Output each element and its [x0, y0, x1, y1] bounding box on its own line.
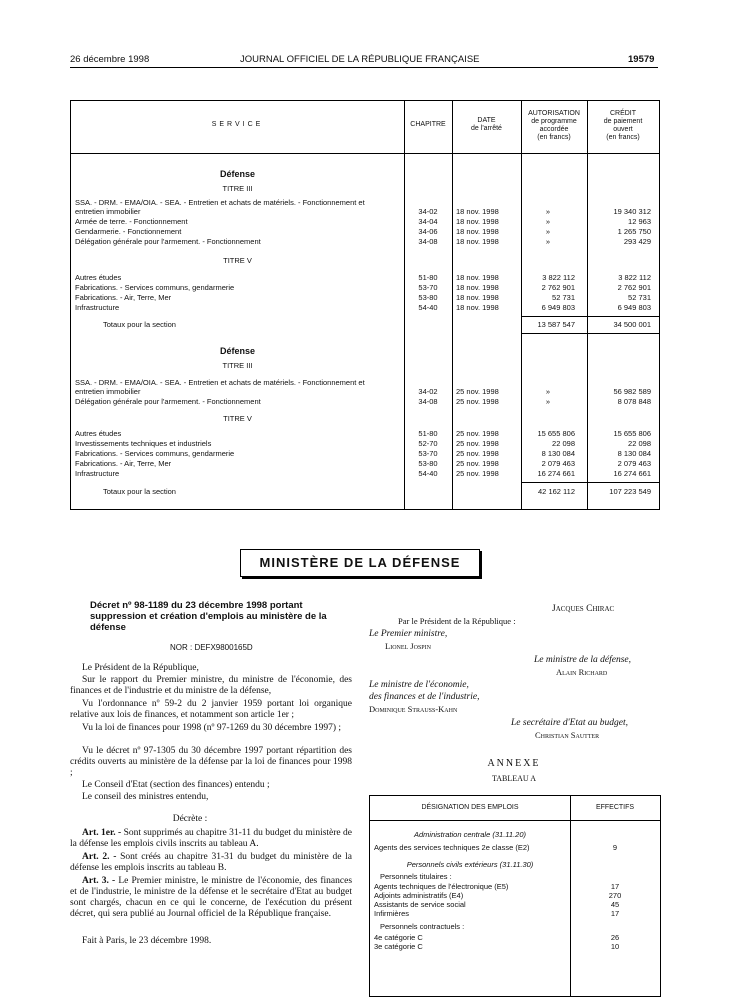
credit-cell: 3 822 112 [618, 273, 651, 282]
ministry-banner: MINISTÈRE DE LA DÉFENSE [240, 549, 480, 577]
service-cell: entretien immobilier [75, 207, 141, 216]
table-row [71, 397, 659, 406]
table-row [71, 387, 659, 396]
table-row [71, 303, 659, 312]
header-page-number: 19579 [628, 54, 655, 65]
credit-cell: 2 762 901 [617, 283, 651, 292]
signature-pm-name: Lionel Jospin [385, 641, 431, 651]
group-label: Personnels civils extérieurs (31.11.30) [406, 860, 534, 869]
credit-cell: 2 079 463 [617, 459, 651, 468]
totals-auth: 42 162 112 [538, 487, 575, 496]
decree-article [70, 876, 352, 920]
auth-cell: » [545, 397, 551, 406]
table-row [71, 439, 659, 448]
chapitre-cell: 53-80 [418, 459, 438, 468]
chapitre-cell: 52-70 [418, 439, 438, 448]
auth-cell: 6 949 803 [541, 303, 575, 312]
decree-paragraph: Le Conseil d'Etat (section des finances) entendu ; [82, 780, 270, 790]
effectif-value: 17 [610, 882, 620, 891]
credit-cell: 6 949 803 [617, 303, 651, 312]
auth-cell: » [545, 227, 551, 236]
table-row [71, 273, 659, 282]
date-cell: 25 nov. 1998 [456, 387, 499, 396]
decree-paragraph: Vu la loi de finances pour 1998 (nº 97-1269 du 30 décembre 1997) ; [82, 723, 342, 733]
annexe-subgroup [370, 922, 660, 931]
table-row [71, 283, 659, 292]
article-label: Art. 2. - [82, 852, 117, 862]
article-text: Sont créés au chapitre 31-31 du budget du ministère de la défense les emplois inscrits au tableau B. [70, 852, 353, 873]
service-line: SSA. - DRM. - EMA/OIA. - SEA. - Entretien et achats de matériels. - Fonctionnement et [75, 198, 365, 207]
signature-budget-title: Le secrétaire d'Etat au budget, [511, 718, 628, 728]
section-title: Défense [219, 169, 255, 179]
annexe-group-header [370, 830, 660, 839]
auth-cell: 2 762 901 [541, 283, 575, 292]
credit-cell: 12 963 [628, 217, 651, 226]
chapitre-cell: 34-02 [418, 387, 438, 396]
credit-cell: 15 655 806 [613, 429, 651, 438]
totals-credit: 34 500 001 [613, 320, 651, 329]
auth-cell: 16 274 661 [537, 469, 575, 478]
section-title: Défense [219, 346, 255, 356]
signature-eco-name: Dominique Strauss-Kahn [369, 704, 458, 714]
service-cell: Fabrications. - Air, Terre, Mer [75, 293, 172, 302]
credit-cell: 8 130 084 [617, 449, 651, 458]
chapitre-cell: 53-70 [418, 449, 438, 458]
emploi-label: Assistants de service social [374, 900, 466, 909]
signature-president: Jacques Chirac [552, 604, 615, 614]
chapitre-cell: 53-70 [418, 283, 438, 292]
auth-cell: » [545, 237, 551, 246]
table-row [370, 882, 660, 891]
date-cell: 18 nov. 1998 [456, 293, 499, 302]
service-cell: Investissements techniques et industriels [75, 439, 212, 448]
table-row [71, 469, 659, 478]
group-label: Administration centrale (31.11.20) [413, 830, 526, 839]
chapitre-cell: 51-80 [418, 429, 438, 438]
emploi-label: Agents des services techniques 2e classe (E2) [374, 843, 530, 852]
annexe-col-header: EFFECTIFS [595, 804, 635, 811]
effectif-value: 45 [610, 900, 620, 909]
service-cell: Fabrications. - Services communs, gendarmerie [75, 283, 235, 292]
auth-cell: 52 731 [552, 293, 575, 302]
auth-cell: 2 079 463 [541, 459, 575, 468]
subgroup-label: Personnels contractuels : [380, 922, 465, 931]
credit-cell: 19 340 312 [613, 207, 651, 216]
titre-heading: TITRE V [223, 414, 252, 423]
service-cell: Fabrications. - Air, Terre, Mer [75, 459, 172, 468]
chapitre-cell: 34-08 [418, 237, 438, 246]
effectif-value: 10 [610, 942, 620, 951]
header-divider [71, 153, 659, 154]
totals-label: Totaux pour la section [103, 320, 176, 329]
emploi-label: 3e catégorie C [374, 942, 423, 951]
totals-row [71, 320, 659, 329]
table-row [71, 293, 659, 302]
titre-heading: TITRE III [222, 184, 253, 193]
date-cell: 18 nov. 1998 [456, 217, 499, 226]
totals-credit: 107 223 549 [609, 487, 651, 496]
signature-eco-title: des finances et de l'industrie, [369, 692, 480, 702]
credit-cell: 1 265 750 [617, 227, 651, 236]
totals-rule [521, 316, 659, 317]
totals-auth: 13 587 547 [537, 320, 575, 329]
service-cell: Délégation générale pour l'armement. - Fonctionnement [75, 237, 261, 246]
decree-nor: NOR : DEFX9800165D [170, 643, 253, 652]
header-date: 26 décembre 1998 [70, 54, 150, 65]
emploi-label: Adjoints administratifs (E4) [374, 891, 464, 900]
totals-label: Totaux pour la section [103, 487, 176, 496]
header-rule [70, 67, 658, 68]
table-row [71, 429, 659, 438]
effectif-value: 26 [610, 933, 620, 942]
decree-decrete: Décrète : [172, 814, 208, 824]
auth-cell: » [545, 387, 551, 396]
service-cell: Autres études [75, 273, 122, 282]
date-cell: 18 nov. 1998 [456, 227, 499, 236]
auth-cell: 22 098 [552, 439, 575, 448]
date-cell: 18 nov. 1998 [456, 207, 499, 216]
header-journal: JOURNAL OFFICIEL DE LA RÉPUBLIQUE FRANÇAISE [240, 54, 480, 65]
decree-article [70, 828, 352, 850]
titre-heading: TITRE III [222, 361, 253, 370]
emploi-label: Infirmières [374, 909, 410, 918]
credit-cell: 8 078 848 [617, 397, 651, 406]
decree-paragraph: Le conseil des ministres entendu, [82, 792, 209, 802]
credit-cell: 16 274 661 [613, 469, 651, 478]
article-text: Le Premier ministre, le ministre de l'économie, des finances et de l'industrie, le ministre de la défense et le secrétaire d'Etat au budget sont chargés, chacun en ce qui le concerne, de l'exécution du présent décret, qui sera publié au Journal officiel de la République française. [70, 876, 353, 919]
annexe-group-header [370, 860, 660, 869]
effectif-value: 17 [610, 909, 620, 918]
table-row [370, 900, 660, 909]
col-header-date: DATE de l'arrêté [471, 117, 502, 132]
signature-defense-title: Le ministre de la défense, [534, 655, 632, 665]
article-text: Sont supprimés au chapitre 31-11 du budget du ministère de la défense les emplois civils inscrits au tableau A. [70, 828, 352, 849]
subgroup-label: Personnels titulaires : [380, 872, 452, 881]
auth-cell: » [545, 207, 551, 216]
annexe-title: ANNEXE [487, 758, 541, 769]
table-row [71, 217, 659, 226]
totals-rule [521, 482, 659, 483]
chapitre-cell: 34-08 [418, 397, 438, 406]
table-row [370, 909, 660, 918]
col-header-service: SERVICE [211, 121, 264, 128]
date-cell: 25 nov. 1998 [456, 449, 499, 458]
header-divider [370, 820, 660, 821]
table-row [71, 207, 659, 216]
auth-cell: » [545, 217, 551, 226]
table-row [71, 237, 659, 246]
effectif-value: 270 [608, 891, 622, 900]
signature-par: Par le Président de la République : [398, 616, 516, 626]
service-cell: Autres études [75, 429, 122, 438]
service-cell: Fabrications. - Services communs, gendarmerie [75, 449, 235, 458]
annexe-subtitle: TABLEAU A [491, 774, 537, 783]
chapitre-cell: 54-40 [418, 303, 438, 312]
signature-defense-name: Alain Richard [556, 667, 608, 677]
decree-paragraph: Vu le décret nº 97-1305 du 30 décembre 1997 portant répartition des crédits ouverts au ministère de la défense par la loi de finances pour 1998 ; [70, 746, 352, 778]
table-row [370, 891, 660, 900]
service-cell: Délégation générale pour l'armement. - Fonctionnement [75, 397, 261, 406]
table-row [71, 227, 659, 236]
emploi-label: 4e catégorie C [374, 933, 423, 942]
col-header-autorisation: AUTORISATION de programme accordée (en francs) [528, 110, 580, 141]
col-header-chapitre: CHAPITRE [410, 121, 446, 128]
chapitre-cell: 34-06 [418, 227, 438, 236]
annexe-table [369, 795, 661, 997]
table-row [370, 843, 660, 852]
decree-article [70, 852, 352, 874]
annexe-subgroup [370, 872, 660, 881]
chapitre-cell: 34-02 [418, 207, 438, 216]
annexe-col-header: DÉSIGNATION DES EMPLOIS [421, 804, 519, 811]
service-cell: Infrastructure [75, 469, 120, 478]
credits-table [70, 100, 660, 510]
date-cell: 25 nov. 1998 [456, 459, 499, 468]
chapitre-cell: 54-40 [418, 469, 438, 478]
article-label: Art. 1er. - [82, 828, 122, 838]
chapitre-cell: 51-80 [418, 273, 438, 282]
auth-cell: 8 130 084 [541, 449, 575, 458]
table-row [370, 933, 660, 942]
date-cell: 18 nov. 1998 [456, 237, 499, 246]
service-cell: Infrastructure [75, 303, 120, 312]
service-cell: Armée de terre. - Fonctionnement [75, 217, 188, 226]
totals-row [71, 487, 659, 496]
effectif-value: 9 [612, 843, 618, 852]
service-cell: Gendarmerie. - Fonctionnement [75, 227, 182, 236]
table-row [71, 449, 659, 458]
date-cell: 25 nov. 1998 [456, 429, 499, 438]
date-cell: 25 nov. 1998 [456, 439, 499, 448]
service-cell: entretien immobilier [75, 387, 141, 396]
decree-title: Décret nº 98-1189 du 23 décembre 1998 portant suppression et création d'emplois au ministère de la défense [90, 600, 327, 633]
col-header-credit: CRÉDIT de paiement ouvert (en francs) [603, 110, 643, 141]
signature-budget-name: Christian Sautter [535, 730, 600, 740]
signature-eco-title: Le ministre de l'économie, [369, 680, 469, 690]
article-label: Art. 3. - [82, 876, 116, 886]
date-cell: 18 nov. 1998 [456, 283, 499, 292]
totals-rule [521, 333, 659, 334]
service-line: SSA. - DRM. - EMA/OIA. - SEA. - Entretien et achats de matériels. - Fonctionnement et [75, 378, 365, 387]
credit-cell: 56 982 589 [613, 387, 651, 396]
decree-fait: Fait à Paris, le 23 décembre 1998. [82, 936, 212, 946]
date-cell: 25 nov. 1998 [456, 469, 499, 478]
date-cell: 18 nov. 1998 [456, 303, 499, 312]
chapitre-cell: 34-04 [418, 217, 438, 226]
auth-cell: 15 655 806 [537, 429, 575, 438]
table-row [71, 459, 659, 468]
decree-paragraph: Vu l'ordonnance nº 59-2 du 2 janvier 1959 portant loi organique relative aux lois de finances, et notamment son article 1er ; [70, 699, 352, 720]
decree-paragraph: Le Président de la République, [82, 663, 199, 673]
date-cell: 18 nov. 1998 [456, 273, 499, 282]
titre-heading: TITRE V [223, 256, 252, 265]
auth-cell: 3 822 112 [542, 273, 575, 282]
credit-cell: 293 429 [623, 237, 651, 246]
decree-paragraph: Sur le rapport du Premier ministre, du ministre de l'économie, des finances et de l'industrie et du ministre de la défense, [70, 675, 352, 696]
chapitre-cell: 53-80 [418, 293, 438, 302]
emploi-label: Agents techniques de l'électronique (E5) [374, 882, 509, 891]
credit-cell: 52 731 [628, 293, 651, 302]
signature-pm-title: Le Premier ministre, [369, 629, 448, 639]
credit-cell: 22 098 [628, 439, 651, 448]
date-cell: 25 nov. 1998 [456, 397, 499, 406]
table-row [370, 942, 660, 951]
